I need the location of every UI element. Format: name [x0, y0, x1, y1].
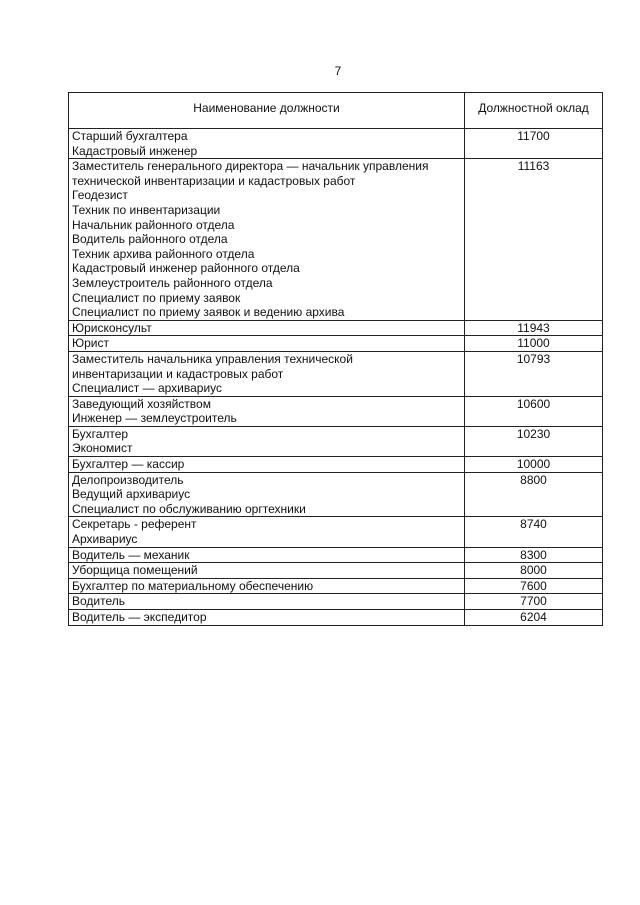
position-names-cell: [69, 578, 465, 594]
table-row: [69, 159, 603, 321]
position-name: Техник по инвентаризации: [72, 202, 221, 217]
position-name: Водитель — экспедитор: [72, 610, 207, 624]
table-row: [69, 336, 603, 352]
table-row: [69, 563, 603, 579]
position-names-cell: [69, 129, 465, 159]
position-names-cell: [69, 159, 465, 321]
position-name: Юрисконсульт: [72, 320, 152, 335]
header-position-name: Наименование должности: [69, 93, 465, 129]
position-name: Специалист по обслуживанию оргтехники: [72, 501, 306, 516]
table-row: [69, 129, 603, 159]
position-name: Секретарь - референт: [72, 517, 197, 532]
position-name: Начальник районного отдела: [72, 217, 235, 232]
position-name: Бухгалтер по материальному обеспечению: [72, 578, 314, 593]
position-names-cell: [69, 563, 465, 579]
salary-value: 8740: [465, 517, 603, 547]
position-name: Водитель — механик: [72, 547, 190, 562]
table-header-row: [69, 93, 603, 129]
salary-value: 8800: [465, 472, 603, 517]
position-names-cell: [69, 594, 465, 610]
table-row: [69, 351, 603, 396]
position-names-cell: [69, 351, 465, 396]
position-name: Бухгалтер: [72, 426, 129, 441]
salary-value: 8000: [465, 563, 603, 579]
table-row: [69, 610, 603, 626]
salary-value: 10793: [465, 351, 603, 396]
salary-value: 11000: [465, 336, 603, 352]
position-names-cell: [69, 426, 465, 456]
table-row: [69, 396, 603, 426]
position-name: Водитель районного отдела: [72, 232, 228, 247]
position-name: Землеустроитель районного отдела: [72, 275, 273, 290]
position-name: Юрист: [72, 336, 109, 351]
position-name: Геодезист: [72, 188, 128, 203]
position-name: Кадастровый инженер: [72, 143, 198, 158]
table-row: [69, 457, 603, 473]
salary-value: 10600: [465, 396, 603, 426]
position-names-cell: [69, 547, 465, 563]
salary-value: 7600: [465, 578, 603, 594]
salary-value: 11163: [465, 159, 603, 321]
position-names-cell: [69, 472, 465, 517]
position-name: Бухгалтер — кассир: [72, 457, 185, 472]
position-names-cell: [69, 396, 465, 426]
table-row: [69, 547, 603, 563]
page-number: 7: [334, 64, 342, 78]
table-row: [69, 472, 603, 517]
table-row: [69, 578, 603, 594]
salary-value: 6204: [465, 610, 603, 626]
position-name: инвентаризации и кадастровых работ: [72, 366, 284, 381]
position-name: Специалист по приему заявок и ведению архива: [72, 305, 345, 320]
salary-table: [68, 92, 603, 626]
position-name: Старший бухгалтера: [72, 129, 188, 143]
position-name: технической инвентаризации и кадастровых работ: [72, 173, 356, 188]
position-name: Заместитель генерального директора — начальник управления: [72, 159, 429, 174]
salary-value: 10000: [465, 457, 603, 473]
table-row: [69, 517, 603, 547]
position-name: Заведующий хозяйством: [72, 396, 211, 411]
position-name: Архивариус: [72, 532, 138, 547]
header-salary: Должностной оклад: [465, 93, 603, 129]
position-name: Заместитель начальника управления технической: [72, 351, 353, 366]
position-names-cell: [69, 336, 465, 352]
table-row: [69, 594, 603, 610]
position-names-cell: [69, 517, 465, 547]
position-name: Экономист: [72, 441, 133, 456]
position-name: Специалист — архивариус: [72, 381, 223, 396]
position-name: Техник архива районного отдела: [72, 246, 255, 261]
table-row: [69, 426, 603, 456]
salary-value: 7700: [465, 594, 603, 610]
position-name: Делопроизводитель: [72, 472, 184, 487]
position-name: Специалист по приему заявок: [72, 290, 241, 305]
position-name: Кадастровый инженер районного отдела: [72, 261, 300, 276]
table-body: [69, 129, 603, 626]
position-names-cell: [69, 610, 465, 626]
position-name: Уборщица помещений: [72, 563, 198, 578]
table-row: [69, 320, 603, 336]
position-name: Ведущий архивариус: [72, 487, 191, 502]
position-name: Инженер — землеустроитель: [72, 411, 237, 426]
salary-value: 11943: [465, 320, 603, 336]
salary-value: 8300: [465, 547, 603, 563]
position-names-cell: [69, 320, 465, 336]
position-name: Водитель: [72, 594, 126, 609]
salary-value: 10230: [465, 426, 603, 456]
position-names-cell: [69, 457, 465, 473]
salary-value: 11700: [465, 129, 603, 159]
